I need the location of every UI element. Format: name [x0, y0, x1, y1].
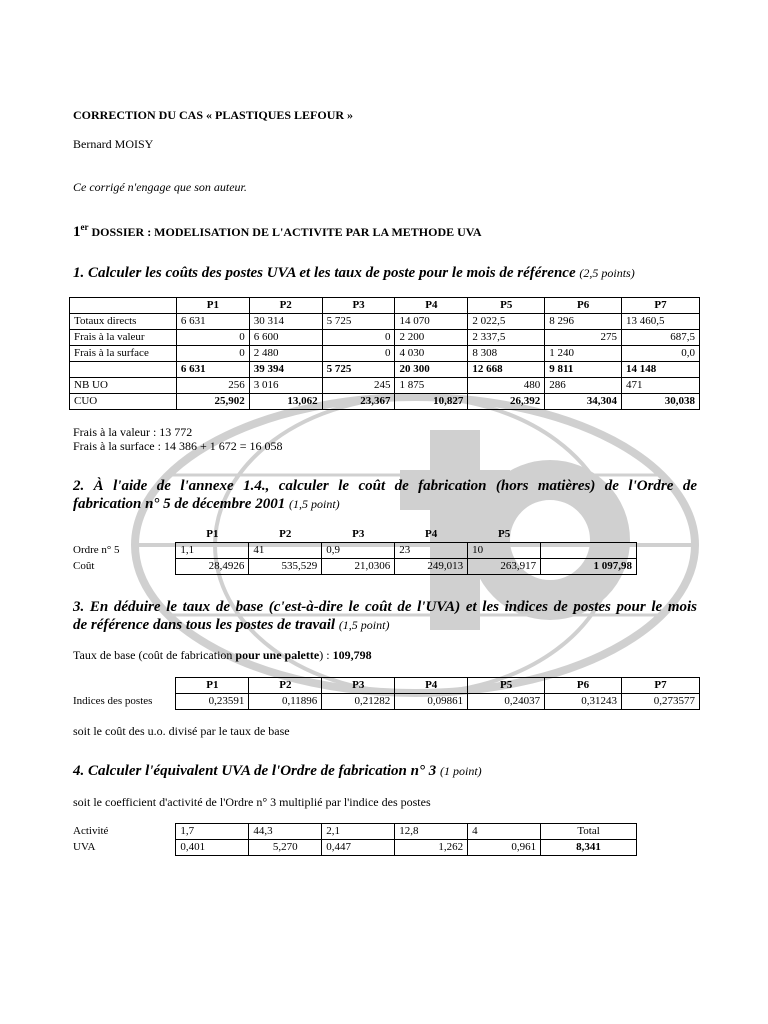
table-cell: 12,8: [395, 824, 468, 840]
table-cell: 41: [249, 543, 322, 559]
table-cell: 0,31243: [545, 694, 622, 710]
q4-intro: soit le coefficient d'activité de l'Ordre n° 3 multiplié par l'indice des postes: [73, 795, 431, 809]
table-cell: 14 148: [622, 362, 700, 378]
q4-table: [69, 823, 637, 856]
table-cell: 6 631: [176, 314, 249, 330]
table-cell: 23: [395, 543, 468, 559]
table-cell: 5,270: [249, 840, 322, 856]
q3-table: [69, 677, 700, 710]
table-cell: 0,24037: [468, 694, 545, 710]
table-cell: Frais à la valeur: [70, 330, 177, 346]
q2-table: [69, 527, 637, 575]
q3-points: (1,5 point): [338, 618, 390, 632]
table-cell: 5 725: [322, 314, 395, 330]
q3-header-cell: P1: [176, 678, 249, 694]
table-cell: 0,23591: [176, 694, 249, 710]
q3-taux-bold: pour une palette: [235, 648, 320, 662]
q2-header-cell: P4: [425, 528, 438, 540]
table-cell: 256: [176, 378, 249, 394]
q2-header-cell: P2: [279, 528, 292, 540]
q3-title-line2-wrap: [73, 617, 389, 634]
table-cell: 9 811: [545, 362, 622, 378]
table-cell: 687,5: [622, 330, 700, 346]
dossier-heading: [73, 222, 482, 241]
q1-table: [69, 297, 700, 410]
table-cell: 5 725: [322, 362, 395, 378]
table-cell: 3 016: [249, 378, 322, 394]
table-cell: 6 600: [249, 330, 322, 346]
q3-taux-value: 109,798: [332, 648, 372, 662]
table-row-cuo: [70, 394, 700, 410]
q1-header-row: [70, 298, 700, 314]
table-cell: 6 631: [176, 362, 249, 378]
table-cell: 13 460,5: [622, 314, 700, 330]
table-cell: 0,961: [468, 840, 541, 856]
table-row: [69, 694, 700, 710]
q3-header-cell: P7: [621, 678, 699, 694]
table-cell: 1,7: [176, 824, 249, 840]
table-cell: Ordre n° 5: [73, 544, 120, 556]
table-row: [70, 330, 700, 346]
table-cell: 0: [322, 330, 395, 346]
q3-header-cell: P2: [249, 678, 322, 694]
table-cell: [70, 362, 177, 378]
table-cell: 1 240: [545, 346, 622, 362]
table-cell: 14 070: [395, 314, 468, 330]
table-cell: 0,273577: [621, 694, 699, 710]
table-cell-total: 8,341: [541, 840, 637, 856]
table-cell: 30,038: [622, 394, 700, 410]
table-cell: 10: [468, 543, 541, 559]
q1-note-surface: Frais à la surface : 14 386 + 1 672 = 16 058: [73, 439, 283, 453]
table-cell: 23,367: [322, 394, 395, 410]
q3-title-line2: de référence dans tous les postes de travail: [73, 617, 336, 633]
table-cell: 1 875: [395, 378, 468, 394]
table-cell: 8 296: [545, 314, 622, 330]
table-cell: 4: [468, 824, 541, 840]
table-cell: 10,827: [395, 394, 468, 410]
q2-header-cell: [541, 527, 637, 543]
table-cell: 28,4926: [176, 559, 249, 575]
table-cell: 0,447: [322, 840, 395, 856]
table-row: [69, 824, 637, 840]
q1-points: (2,5 points): [579, 266, 635, 280]
table-cell: 12 668: [468, 362, 545, 378]
table-row: [70, 314, 700, 330]
q1-header-cell: P2: [249, 298, 322, 314]
table-cell: 2 480: [249, 346, 322, 362]
q1-header-cell: P5: [468, 298, 545, 314]
table-cell: Coût: [73, 560, 95, 572]
table-cell: 2,1: [322, 824, 395, 840]
q3-header-cell: P6: [545, 678, 622, 694]
table-cell: 30 314: [249, 314, 322, 330]
table-cell: 249,013: [395, 559, 468, 575]
q3-taux-prefix: Taux de base (coût de fabrication: [73, 648, 236, 662]
table-cell: 0,09861: [395, 694, 468, 710]
dossier-number: 1: [73, 224, 81, 240]
q4-title: 4. Calculer l'équivalent UVA de l'Ordre de fabrication n° 3: [73, 763, 437, 779]
table-cell: UVA: [73, 841, 96, 853]
table-cell: 471: [622, 378, 700, 394]
table-cell: 39 394: [249, 362, 322, 378]
table-cell: 1,262: [395, 840, 468, 856]
q3-header-row: [69, 678, 700, 694]
q4-points: (1 point): [439, 764, 482, 778]
table-cell: 0: [322, 346, 395, 362]
table-cell: 0: [176, 330, 249, 346]
q1-note-valeur: Frais à la valeur : 13 772: [73, 425, 193, 439]
q3-taux-line: [73, 648, 372, 663]
q2-header-cell: P3: [352, 528, 365, 540]
table-cell: 0,9: [322, 543, 395, 559]
table-cell: CUO: [70, 394, 177, 410]
q3-header-cell: P3: [322, 678, 395, 694]
table-cell: 263,917: [468, 559, 541, 575]
q2-header-cell: P1: [206, 528, 219, 540]
dossier-sup: er: [80, 222, 89, 232]
q1-header-cell: P3: [322, 298, 395, 314]
table-cell: 13,062: [249, 394, 322, 410]
q1-header-cell: P1: [176, 298, 249, 314]
table-cell: 34,304: [545, 394, 622, 410]
table-row: [69, 559, 637, 575]
q2-header-cell: [69, 527, 176, 543]
table-cell: 1,1: [176, 543, 249, 559]
table-cell: Frais à la surface: [70, 346, 177, 362]
table-cell: 21,0306: [322, 559, 395, 575]
table-cell: 0,21282: [322, 694, 395, 710]
table-cell: 245: [322, 378, 395, 394]
table-cell: 480: [468, 378, 545, 394]
table-cell: 20 300: [395, 362, 468, 378]
q2-points: (1,5 point): [288, 497, 340, 511]
q3-title-line1: 3. En déduire le taux de base (c'est-à-dire le coût de l'UVA) et les indices de postes pour le mois: [73, 599, 697, 615]
author-name: Bernard MOISY: [73, 137, 154, 151]
table-row-total: [70, 362, 700, 378]
table-cell: [541, 543, 637, 559]
q2-title-line2-wrap: [73, 496, 340, 513]
table-row: [70, 378, 700, 394]
table-cell: 25,902: [176, 394, 249, 410]
table-cell: Activité: [73, 825, 109, 837]
q3-header-cell: P4: [395, 678, 468, 694]
q3-note: soit le coût des u.o. divisé par le taux de base: [73, 724, 290, 738]
table-cell: 275: [545, 330, 622, 346]
q3-header-cell: [69, 678, 176, 694]
table-row: [69, 840, 637, 856]
table-cell: 535,529: [249, 559, 322, 575]
table-cell: Total: [541, 824, 637, 840]
table-row: [70, 346, 700, 362]
q3-taux-mid: ) :: [319, 648, 333, 662]
table-cell: 0: [176, 346, 249, 362]
q1-header-cell: P6: [545, 298, 622, 314]
table-cell: 4 030: [395, 346, 468, 362]
table-cell: 0,0: [622, 346, 700, 362]
table-cell: 2 200: [395, 330, 468, 346]
table-cell: 2 337,5: [468, 330, 545, 346]
q1-header-cell: P4: [395, 298, 468, 314]
table-cell: 0,11896: [249, 694, 322, 710]
q2-title-line1: 2. À l'aide de l'annexe 1.4., calculer le coût de fabrication (hors matières) de l'Ordre de: [73, 478, 697, 494]
table-cell: 26,392: [468, 394, 545, 410]
disclaimer: Ce corrigé n'engage que son auteur.: [73, 180, 247, 194]
q2-title-line2: fabrication n° 5 de décembre 2001: [73, 496, 286, 512]
table-cell: 0,401: [176, 840, 249, 856]
q4-title-wrap: [73, 763, 482, 780]
dossier-text: DOSSIER : MODELISATION DE L'ACTIVITE PAR LA METHODE UVA: [88, 225, 482, 239]
q1-title-text: 1. Calculer les coûts des postes UVA et les taux de poste pour le mois de référence: [73, 265, 576, 281]
q2-header-row: [69, 527, 637, 543]
document-title: CORRECTION DU CAS « PLASTIQUES LEFOUR »: [73, 108, 354, 122]
table-row: [69, 543, 637, 559]
q1-header-cell: P7: [622, 298, 700, 314]
q1-header-cell: [70, 298, 177, 314]
table-cell: NB UO: [70, 378, 177, 394]
table-cell: 286: [545, 378, 622, 394]
q1-title: [73, 265, 635, 282]
table-cell: Indices des postes: [73, 695, 153, 707]
table-cell: 8 308: [468, 346, 545, 362]
table-cell: Totaux directs: [70, 314, 177, 330]
table-cell: 2 022,5: [468, 314, 545, 330]
q2-header-cell: P5: [497, 528, 511, 540]
q3-header-cell: P5: [468, 678, 545, 694]
table-cell: 44,3: [249, 824, 322, 840]
table-cell-total: 1 097,98: [541, 559, 637, 575]
